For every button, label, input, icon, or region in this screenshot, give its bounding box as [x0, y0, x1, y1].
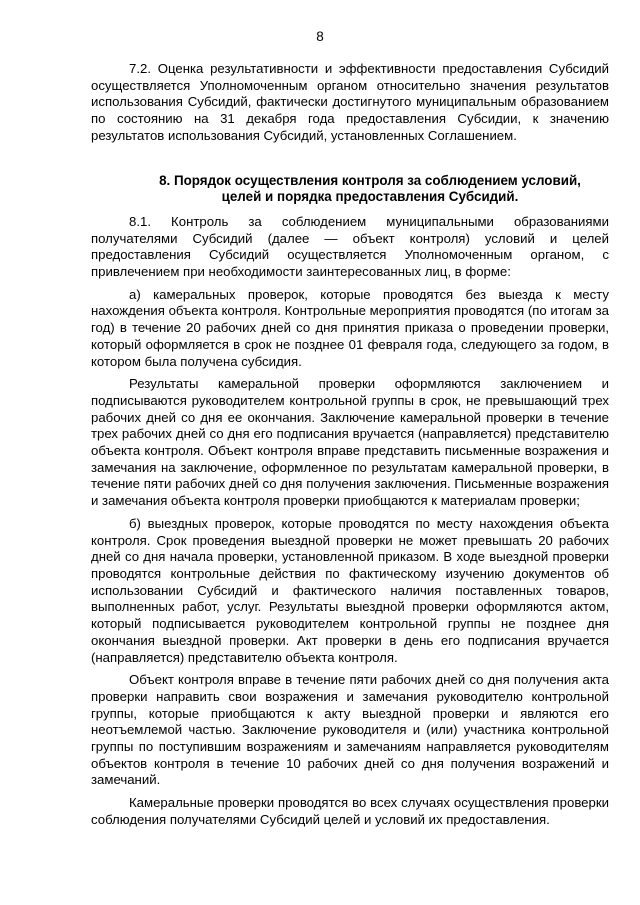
- section-8-heading-line1: 8. Порядок осуществления контроля за соблюдением условий,: [159, 172, 581, 188]
- section-8-heading: [91, 173, 609, 206]
- paragraph-final: Камеральные проверки проводятся во всех случаях осуществления проверки соблюдения получателями Субсидий целей и условий их предоставления.: [91, 795, 609, 827]
- paragraph-7-2: 7.2. Оценка результативности и эффективности предоставления Субсидий осуществляется Уполномоченным органом относительно значения результатов использования Субсидий, фактически достигнутого муниципальным образованием по состоянию на 31 декабря года предоставления Субсидии, к значению результатов использования Субсидий, установленных Соглашением.: [91, 61, 609, 143]
- document-body: [91, 61, 609, 829]
- page-number: 8: [316, 29, 324, 44]
- section-spacer: [91, 145, 609, 173]
- item-b-objections: Объект контроля вправе в течение пяти рабочих дней со дня получения акта проверки направить свои возражения и замечания руководителю контрольной группы, которые приобщаются к акту выездной проверки и являются его неотъемлемой частью. Заключение руководителя и (или) участника контрольной группы по поступившим возражениям и замечаниям направляется руководителям объектов контроля в течение 10 рабочих дней со дня получения возражений и замечаний.: [91, 672, 609, 788]
- heading-spacer: [91, 206, 609, 214]
- paragraph-8-1: 8.1. Контроль за соблюдением муниципальными образованиями получателями Субсидий (далее — объект контроля) условий и целей предоставления Субсидий осуществляется Уполномоченным органом, с привлечением при необходимости заинтересованных лиц, в форме:: [91, 213, 609, 280]
- item-a-results: Результаты камеральной проверки оформляются заключением и подписываются руководителем контрольной группы в срок, не превышающий трех рабочих дней со дня ее окончания. Заключение камеральной проверки в течение трех рабочих дней со дня его подписания вручается (направляется) представителю объекта контроля. Объект контроля вправе представить письменные возражения и замечания на заключение, оформленное по результатам камеральной проверки, в течение пяти рабочих дней со дня получения заключения. Письменные возражения и замечания объекта контроля проверки приобщаются к материалам проверки;: [91, 376, 609, 509]
- item-a-desk-audits: а) камеральных проверок, которые проводятся без выезда к месту нахождения объекта контроля. Контрольные мероприятия проводятся (по итогам за год) в течение 20 рабочих дней со дня принятия приказа о проведении проверки, который оформляется в срок не позднее 01 февраля года, следующего за годом, в котором была получена субсидия.: [91, 286, 609, 369]
- section-8-heading-line2: целей и порядка предоставления Субсидий.: [221, 189, 519, 205]
- item-b-field-audits: б) выездных проверок, которые проводятся по месту нахождения объекта контроля. Срок проведения выездной проверки не может превышать 20 рабочих дней со дня начала проверки, установленной приказом. В ходе выездной проверки проводятся контрольные действия по фактическому изучению документов об использовании Субсидий и фактического наличия поставленных товаров, выполненных работ, услуг. Результаты выездной проверки оформляются актом, который подписывается руководителем контрольной группы не позднее дня окончания выездной проверки. Акт проверки в день его подписания вручается (направляется) представителю объекта контроля.: [91, 515, 609, 665]
